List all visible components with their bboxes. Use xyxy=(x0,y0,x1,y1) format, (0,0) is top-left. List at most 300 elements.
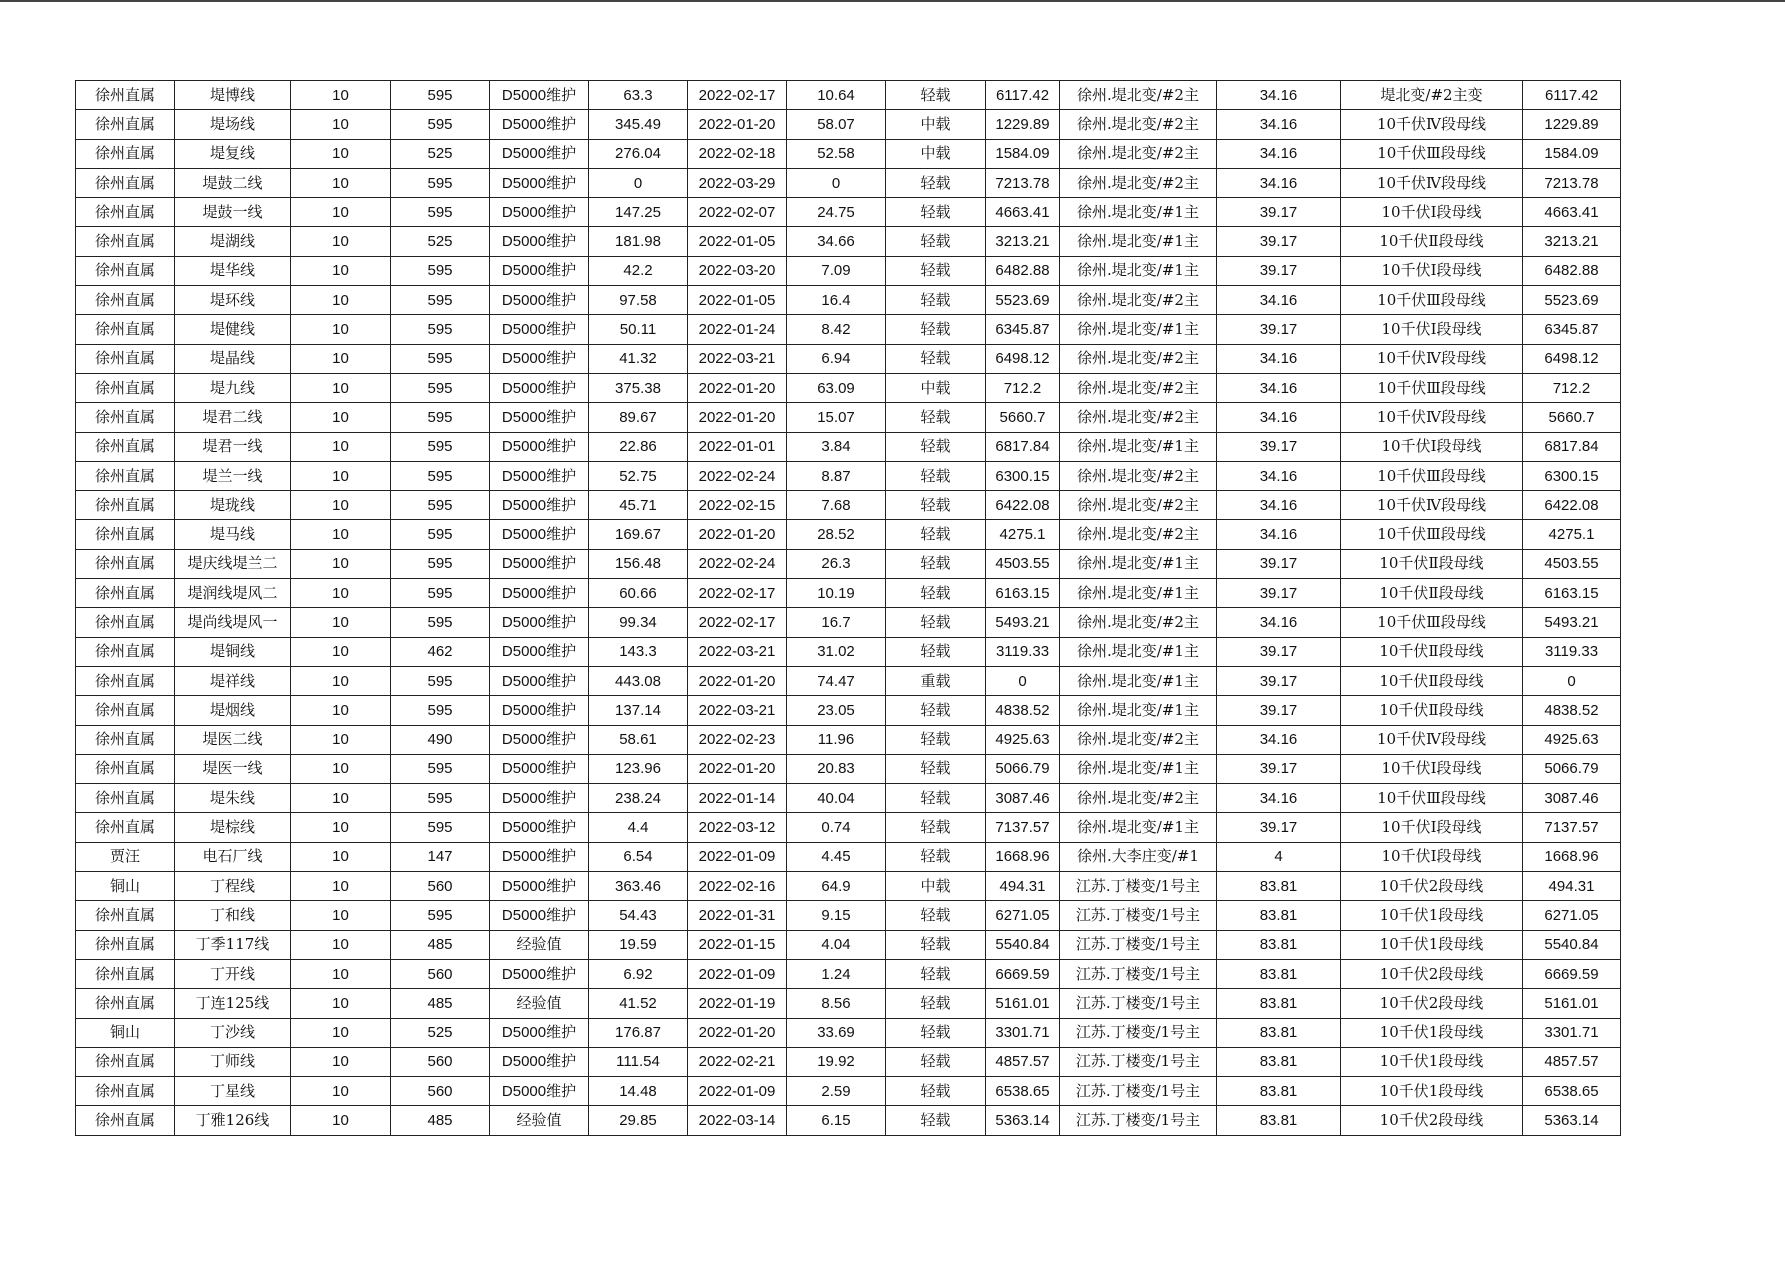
cell-transformer: 徐州.堤北变/#2主 xyxy=(1060,403,1217,432)
cell-busbar: 10千伏Ⅱ段母线 xyxy=(1341,549,1523,578)
cell-available-capacity: 0 xyxy=(986,666,1060,695)
cell-line-name: 丁星线 xyxy=(175,1077,291,1106)
cell-margin: 4925.63 xyxy=(1523,725,1621,754)
cell-unit: 徐州直属 xyxy=(76,168,175,197)
cell-source: D5000维护 xyxy=(490,520,589,549)
table-row xyxy=(76,725,1621,754)
cell-voltage: 10 xyxy=(291,989,391,1018)
cell-margin: 5363.14 xyxy=(1523,1106,1621,1135)
cell-voltage: 10 xyxy=(291,139,391,168)
cell-load-level: 轻载 xyxy=(886,813,986,842)
cell-line-name: 丁程线 xyxy=(175,872,291,901)
cell-source: D5000维护 xyxy=(490,256,589,285)
cell-voltage: 10 xyxy=(291,754,391,783)
cell-load-level: 轻载 xyxy=(886,784,986,813)
cell-transformer-load: 39.17 xyxy=(1217,256,1341,285)
cell-unit: 徐州直属 xyxy=(76,461,175,490)
cell-transformer-load: 83.81 xyxy=(1217,1018,1341,1047)
cell-margin: 6422.08 xyxy=(1523,491,1621,520)
cell-rated-current: 595 xyxy=(391,520,490,549)
cell-date: 2022-01-09 xyxy=(688,1077,787,1106)
cell-transformer: 徐州.堤北变/#1主 xyxy=(1060,227,1217,256)
cell-date: 2022-03-14 xyxy=(688,1106,787,1135)
cell-margin: 6163.15 xyxy=(1523,579,1621,608)
cell-transformer-load: 34.16 xyxy=(1217,110,1341,139)
cell-source: D5000维护 xyxy=(490,842,589,871)
cell-unit: 徐州直属 xyxy=(76,227,175,256)
cell-margin: 1229.89 xyxy=(1523,110,1621,139)
cell-unit: 徐州直属 xyxy=(76,754,175,783)
cell-load-rate: 0 xyxy=(787,168,886,197)
table-row xyxy=(76,784,1621,813)
cell-margin: 494.31 xyxy=(1523,872,1621,901)
cell-date: 2022-02-17 xyxy=(688,579,787,608)
cell-busbar: 10千伏2段母线 xyxy=(1341,872,1523,901)
cell-rated-current: 595 xyxy=(391,461,490,490)
table-row xyxy=(76,227,1621,256)
cell-rated-current: 595 xyxy=(391,608,490,637)
cell-load-level: 轻载 xyxy=(886,81,986,110)
cell-margin: 4275.1 xyxy=(1523,520,1621,549)
cell-voltage: 10 xyxy=(291,256,391,285)
cell-voltage: 10 xyxy=(291,608,391,637)
cell-transformer: 徐州.堤北变/#2主 xyxy=(1060,373,1217,402)
cell-transformer-load: 39.17 xyxy=(1217,315,1341,344)
cell-line-name: 丁和线 xyxy=(175,901,291,930)
table-row xyxy=(76,344,1621,373)
cell-voltage: 10 xyxy=(291,520,391,549)
cell-current: 99.34 xyxy=(589,608,688,637)
cell-line-name: 堤复线 xyxy=(175,139,291,168)
cell-available-capacity: 7137.57 xyxy=(986,813,1060,842)
cell-available-capacity: 712.2 xyxy=(986,373,1060,402)
cell-available-capacity: 6669.59 xyxy=(986,959,1060,988)
cell-current: 89.67 xyxy=(589,403,688,432)
cell-rated-current: 490 xyxy=(391,725,490,754)
cell-current: 6.54 xyxy=(589,842,688,871)
cell-date: 2022-02-15 xyxy=(688,491,787,520)
cell-unit: 徐州直属 xyxy=(76,637,175,666)
cell-current: 19.59 xyxy=(589,930,688,959)
table-row xyxy=(76,520,1621,549)
cell-busbar: 10千伏Ⅲ段母线 xyxy=(1341,373,1523,402)
cell-transformer: 徐州.堤北变/#2主 xyxy=(1060,784,1217,813)
cell-busbar: 10千伏Ⅳ段母线 xyxy=(1341,725,1523,754)
cell-load-rate: 7.68 xyxy=(787,491,886,520)
cell-rated-current: 595 xyxy=(391,491,490,520)
cell-load-level: 轻载 xyxy=(886,930,986,959)
cell-available-capacity: 7213.78 xyxy=(986,168,1060,197)
cell-line-name: 堤铜线 xyxy=(175,637,291,666)
cell-busbar: 10千伏Ⅲ段母线 xyxy=(1341,139,1523,168)
table-row xyxy=(76,579,1621,608)
cell-transformer: 徐州.堤北变/#1主 xyxy=(1060,579,1217,608)
cell-source: D5000维护 xyxy=(490,432,589,461)
cell-margin: 5066.79 xyxy=(1523,754,1621,783)
cell-date: 2022-01-01 xyxy=(688,432,787,461)
cell-voltage: 10 xyxy=(291,198,391,227)
cell-date: 2022-01-20 xyxy=(688,1018,787,1047)
cell-source: D5000维护 xyxy=(490,608,589,637)
cell-available-capacity: 4663.41 xyxy=(986,198,1060,227)
cell-source: 经验值 xyxy=(490,1106,589,1135)
cell-unit: 徐州直属 xyxy=(76,491,175,520)
table-row xyxy=(76,754,1621,783)
cell-current: 14.48 xyxy=(589,1077,688,1106)
cell-load-level: 轻载 xyxy=(886,1077,986,1106)
cell-source: 经验值 xyxy=(490,989,589,1018)
cell-current: 137.14 xyxy=(589,696,688,725)
cell-unit: 徐州直属 xyxy=(76,989,175,1018)
cell-date: 2022-01-05 xyxy=(688,227,787,256)
cell-transformer: 徐州.堤北变/#2主 xyxy=(1060,491,1217,520)
cell-transformer-load: 39.17 xyxy=(1217,549,1341,578)
cell-date: 2022-02-24 xyxy=(688,461,787,490)
cell-available-capacity: 4503.55 xyxy=(986,549,1060,578)
cell-busbar: 10千伏Ⅱ段母线 xyxy=(1341,666,1523,695)
cell-unit: 徐州直属 xyxy=(76,373,175,402)
cell-load-rate: 8.87 xyxy=(787,461,886,490)
cell-line-name: 堤庆线堤兰二 xyxy=(175,549,291,578)
cell-unit: 徐州直属 xyxy=(76,403,175,432)
cell-line-name: 堤场线 xyxy=(175,110,291,139)
cell-busbar: 10千伏Ⅳ段母线 xyxy=(1341,168,1523,197)
cell-current: 63.3 xyxy=(589,81,688,110)
cell-transformer-load: 34.16 xyxy=(1217,725,1341,754)
cell-transformer-load: 34.16 xyxy=(1217,784,1341,813)
cell-voltage: 10 xyxy=(291,81,391,110)
table-row xyxy=(76,901,1621,930)
cell-busbar: 10千伏Ⅲ段母线 xyxy=(1341,520,1523,549)
cell-source: D5000维护 xyxy=(490,168,589,197)
cell-load-rate: 58.07 xyxy=(787,110,886,139)
cell-load-rate: 4.04 xyxy=(787,930,886,959)
cell-current: 41.52 xyxy=(589,989,688,1018)
cell-unit: 徐州直属 xyxy=(76,930,175,959)
cell-rated-current: 595 xyxy=(391,315,490,344)
cell-voltage: 10 xyxy=(291,110,391,139)
cell-busbar: 10千伏Ⅳ段母线 xyxy=(1341,491,1523,520)
cell-current: 276.04 xyxy=(589,139,688,168)
cell-margin: 712.2 xyxy=(1523,373,1621,402)
cell-current: 42.2 xyxy=(589,256,688,285)
cell-line-name: 堤晶线 xyxy=(175,344,291,373)
cell-unit: 徐州直属 xyxy=(76,959,175,988)
cell-transformer: 徐州.堤北变/#2主 xyxy=(1060,286,1217,315)
cell-busbar: 10千伏Ⅲ段母线 xyxy=(1341,608,1523,637)
table-row xyxy=(76,696,1621,725)
table-row xyxy=(76,842,1621,871)
cell-load-level: 中载 xyxy=(886,139,986,168)
cell-transformer: 徐州.堤北变/#2主 xyxy=(1060,461,1217,490)
cell-load-rate: 34.66 xyxy=(787,227,886,256)
cell-current: 0 xyxy=(589,168,688,197)
cell-transformer-load: 39.17 xyxy=(1217,696,1341,725)
cell-transformer-load: 34.16 xyxy=(1217,491,1341,520)
cell-current: 143.3 xyxy=(589,637,688,666)
cell-date: 2022-01-15 xyxy=(688,930,787,959)
cell-line-name: 堤兰一线 xyxy=(175,461,291,490)
cell-voltage: 10 xyxy=(291,813,391,842)
table-row xyxy=(76,373,1621,402)
cell-load-rate: 16.4 xyxy=(787,286,886,315)
cell-voltage: 10 xyxy=(291,930,391,959)
cell-load-rate: 63.09 xyxy=(787,373,886,402)
cell-date: 2022-03-21 xyxy=(688,344,787,373)
cell-rated-current: 595 xyxy=(391,813,490,842)
cell-available-capacity: 1668.96 xyxy=(986,842,1060,871)
cell-load-level: 轻载 xyxy=(886,901,986,930)
cell-voltage: 10 xyxy=(291,637,391,666)
cell-rated-current: 595 xyxy=(391,403,490,432)
cell-transformer: 徐州.堤北变/#1主 xyxy=(1060,637,1217,666)
cell-load-rate: 8.42 xyxy=(787,315,886,344)
cell-voltage: 10 xyxy=(291,373,391,402)
cell-available-capacity: 6271.05 xyxy=(986,901,1060,930)
cell-busbar: 10千伏1段母线 xyxy=(1341,1018,1523,1047)
cell-margin: 6300.15 xyxy=(1523,461,1621,490)
cell-busbar: 10千伏Ⅰ段母线 xyxy=(1341,198,1523,227)
cell-load-rate: 3.84 xyxy=(787,432,886,461)
cell-load-rate: 4.45 xyxy=(787,842,886,871)
table-row xyxy=(76,872,1621,901)
cell-line-name: 堤润线堤风二 xyxy=(175,579,291,608)
cell-source: D5000维护 xyxy=(490,81,589,110)
cell-unit: 徐州直属 xyxy=(76,432,175,461)
cell-transformer-load: 34.16 xyxy=(1217,81,1341,110)
cell-rated-current: 595 xyxy=(391,432,490,461)
cell-unit: 徐州直属 xyxy=(76,1077,175,1106)
cell-unit: 徐州直属 xyxy=(76,784,175,813)
cell-line-name: 丁雅126线 xyxy=(175,1106,291,1135)
cell-source: D5000维护 xyxy=(490,286,589,315)
cell-voltage: 10 xyxy=(291,168,391,197)
table-row xyxy=(76,959,1621,988)
cell-busbar: 堤北变/#2主变 xyxy=(1341,81,1523,110)
cell-rated-current: 525 xyxy=(391,227,490,256)
cell-load-rate: 1.24 xyxy=(787,959,886,988)
cell-rated-current: 595 xyxy=(391,168,490,197)
table-row xyxy=(76,403,1621,432)
cell-load-rate: 6.94 xyxy=(787,344,886,373)
cell-load-level: 轻载 xyxy=(886,608,986,637)
cell-available-capacity: 6538.65 xyxy=(986,1077,1060,1106)
table-row xyxy=(76,139,1621,168)
cell-voltage: 10 xyxy=(291,725,391,754)
cell-load-rate: 10.64 xyxy=(787,81,886,110)
cell-load-level: 轻载 xyxy=(886,520,986,549)
cell-current: 54.43 xyxy=(589,901,688,930)
cell-available-capacity: 5493.21 xyxy=(986,608,1060,637)
cell-current: 375.38 xyxy=(589,373,688,402)
cell-current: 4.4 xyxy=(589,813,688,842)
cell-transformer: 徐州.堤北变/#1主 xyxy=(1060,696,1217,725)
cell-rated-current: 595 xyxy=(391,373,490,402)
cell-voltage: 10 xyxy=(291,579,391,608)
table-row xyxy=(76,286,1621,315)
cell-rated-current: 595 xyxy=(391,579,490,608)
cell-rated-current: 560 xyxy=(391,959,490,988)
cell-voltage: 10 xyxy=(291,784,391,813)
cell-voltage: 10 xyxy=(291,1106,391,1135)
cell-available-capacity: 3119.33 xyxy=(986,637,1060,666)
cell-available-capacity: 3301.71 xyxy=(986,1018,1060,1047)
cell-unit: 铜山 xyxy=(76,872,175,901)
cell-margin: 4857.57 xyxy=(1523,1047,1621,1076)
cell-date: 2022-01-20 xyxy=(688,110,787,139)
table-row xyxy=(76,491,1621,520)
cell-transformer-load: 83.81 xyxy=(1217,1047,1341,1076)
cell-line-name: 堤医二线 xyxy=(175,725,291,754)
cell-source: D5000维护 xyxy=(490,959,589,988)
cell-current: 6.92 xyxy=(589,959,688,988)
cell-source: D5000维护 xyxy=(490,901,589,930)
cell-source: D5000维护 xyxy=(490,725,589,754)
cell-load-level: 轻载 xyxy=(886,461,986,490)
cell-unit: 铜山 xyxy=(76,1018,175,1047)
table-row xyxy=(76,256,1621,285)
cell-transformer-load: 83.81 xyxy=(1217,901,1341,930)
cell-margin: 7137.57 xyxy=(1523,813,1621,842)
cell-load-rate: 7.09 xyxy=(787,256,886,285)
cell-date: 2022-01-05 xyxy=(688,286,787,315)
cell-rated-current: 595 xyxy=(391,666,490,695)
cell-source: D5000维护 xyxy=(490,461,589,490)
cell-available-capacity: 6817.84 xyxy=(986,432,1060,461)
cell-rated-current: 595 xyxy=(391,901,490,930)
cell-unit: 徐州直属 xyxy=(76,315,175,344)
cell-transformer: 江苏.丁楼变/1号主 xyxy=(1060,901,1217,930)
cell-transformer-load: 34.16 xyxy=(1217,608,1341,637)
cell-load-level: 轻载 xyxy=(886,344,986,373)
cell-load-level: 中载 xyxy=(886,373,986,402)
cell-date: 2022-01-20 xyxy=(688,403,787,432)
cell-margin: 0 xyxy=(1523,666,1621,695)
cell-load-rate: 33.69 xyxy=(787,1018,886,1047)
cell-busbar: 10千伏Ⅱ段母线 xyxy=(1341,637,1523,666)
cell-source: D5000维护 xyxy=(490,696,589,725)
cell-voltage: 10 xyxy=(291,842,391,871)
cell-transformer: 徐州.堤北变/#2主 xyxy=(1060,608,1217,637)
cell-transformer: 徐州.堤北变/#1主 xyxy=(1060,256,1217,285)
cell-available-capacity: 5540.84 xyxy=(986,930,1060,959)
cell-margin: 3301.71 xyxy=(1523,1018,1621,1047)
cell-load-level: 轻载 xyxy=(886,1018,986,1047)
cell-current: 50.11 xyxy=(589,315,688,344)
top-rule xyxy=(0,0,1785,2)
cell-load-rate: 19.92 xyxy=(787,1047,886,1076)
cell-available-capacity: 6300.15 xyxy=(986,461,1060,490)
cell-load-rate: 23.05 xyxy=(787,696,886,725)
cell-transformer-load: 39.17 xyxy=(1217,579,1341,608)
cell-unit: 徐州直属 xyxy=(76,549,175,578)
cell-date: 2022-01-20 xyxy=(688,666,787,695)
cell-source: D5000维护 xyxy=(490,1047,589,1076)
cell-voltage: 10 xyxy=(291,959,391,988)
cell-current: 156.48 xyxy=(589,549,688,578)
cell-available-capacity: 5363.14 xyxy=(986,1106,1060,1135)
cell-load-rate: 10.19 xyxy=(787,579,886,608)
cell-line-name: 堤烟线 xyxy=(175,696,291,725)
cell-busbar: 10千伏Ⅱ段母线 xyxy=(1341,696,1523,725)
cell-current: 443.08 xyxy=(589,666,688,695)
cell-date: 2022-02-07 xyxy=(688,198,787,227)
cell-available-capacity: 4275.1 xyxy=(986,520,1060,549)
cell-transformer-load: 34.16 xyxy=(1217,403,1341,432)
cell-date: 2022-03-20 xyxy=(688,256,787,285)
cell-transformer: 徐州.堤北变/#1主 xyxy=(1060,549,1217,578)
cell-transformer: 江苏.丁楼变/1号主 xyxy=(1060,1106,1217,1135)
cell-unit: 徐州直属 xyxy=(76,1047,175,1076)
cell-load-level: 轻载 xyxy=(886,315,986,344)
cell-load-level: 轻载 xyxy=(886,286,986,315)
cell-line-name: 堤华线 xyxy=(175,256,291,285)
cell-voltage: 10 xyxy=(291,403,391,432)
cell-margin: 6498.12 xyxy=(1523,344,1621,373)
cell-available-capacity: 6117.42 xyxy=(986,81,1060,110)
cell-load-rate: 24.75 xyxy=(787,198,886,227)
cell-busbar: 10千伏Ⅳ段母线 xyxy=(1341,344,1523,373)
cell-load-level: 轻载 xyxy=(886,579,986,608)
cell-unit: 徐州直属 xyxy=(76,520,175,549)
cell-current: 41.32 xyxy=(589,344,688,373)
cell-busbar: 10千伏2段母线 xyxy=(1341,959,1523,988)
cell-date: 2022-03-21 xyxy=(688,637,787,666)
cell-margin: 5161.01 xyxy=(1523,989,1621,1018)
cell-current: 181.98 xyxy=(589,227,688,256)
cell-rated-current: 560 xyxy=(391,1077,490,1106)
cell-load-rate: 11.96 xyxy=(787,725,886,754)
cell-unit: 徐州直属 xyxy=(76,608,175,637)
cell-transformer: 徐州.堤北变/#1主 xyxy=(1060,315,1217,344)
cell-margin: 5540.84 xyxy=(1523,930,1621,959)
cell-voltage: 10 xyxy=(291,1077,391,1106)
cell-transformer: 江苏.丁楼变/1号主 xyxy=(1060,930,1217,959)
cell-source: D5000维护 xyxy=(490,754,589,783)
cell-load-rate: 9.15 xyxy=(787,901,886,930)
cell-margin: 5493.21 xyxy=(1523,608,1621,637)
cell-available-capacity: 3213.21 xyxy=(986,227,1060,256)
cell-busbar: 10千伏Ⅲ段母线 xyxy=(1341,784,1523,813)
cell-current: 97.58 xyxy=(589,286,688,315)
cell-load-level: 轻载 xyxy=(886,1047,986,1076)
cell-date: 2022-01-31 xyxy=(688,901,787,930)
cell-load-level: 轻载 xyxy=(886,198,986,227)
cell-transformer: 江苏.丁楼变/1号主 xyxy=(1060,1047,1217,1076)
cell-rated-current: 595 xyxy=(391,110,490,139)
cell-busbar: 10千伏1段母线 xyxy=(1341,1077,1523,1106)
cell-available-capacity: 4838.52 xyxy=(986,696,1060,725)
cell-line-name: 堤鼓一线 xyxy=(175,198,291,227)
table-row xyxy=(76,1018,1621,1047)
cell-date: 2022-01-19 xyxy=(688,989,787,1018)
table-row xyxy=(76,930,1621,959)
cell-margin: 6117.42 xyxy=(1523,81,1621,110)
cell-rated-current: 462 xyxy=(391,637,490,666)
cell-date: 2022-03-29 xyxy=(688,168,787,197)
cell-margin: 5523.69 xyxy=(1523,286,1621,315)
cell-load-level: 轻载 xyxy=(886,637,986,666)
cell-transformer-load: 34.16 xyxy=(1217,168,1341,197)
cell-source: D5000维护 xyxy=(490,373,589,402)
cell-load-rate: 28.52 xyxy=(787,520,886,549)
cell-transformer: 徐州.堤北变/#2主 xyxy=(1060,110,1217,139)
cell-load-level: 轻载 xyxy=(886,989,986,1018)
cell-source: D5000维护 xyxy=(490,110,589,139)
cell-available-capacity: 1229.89 xyxy=(986,110,1060,139)
cell-margin: 7213.78 xyxy=(1523,168,1621,197)
table-row xyxy=(76,1047,1621,1076)
